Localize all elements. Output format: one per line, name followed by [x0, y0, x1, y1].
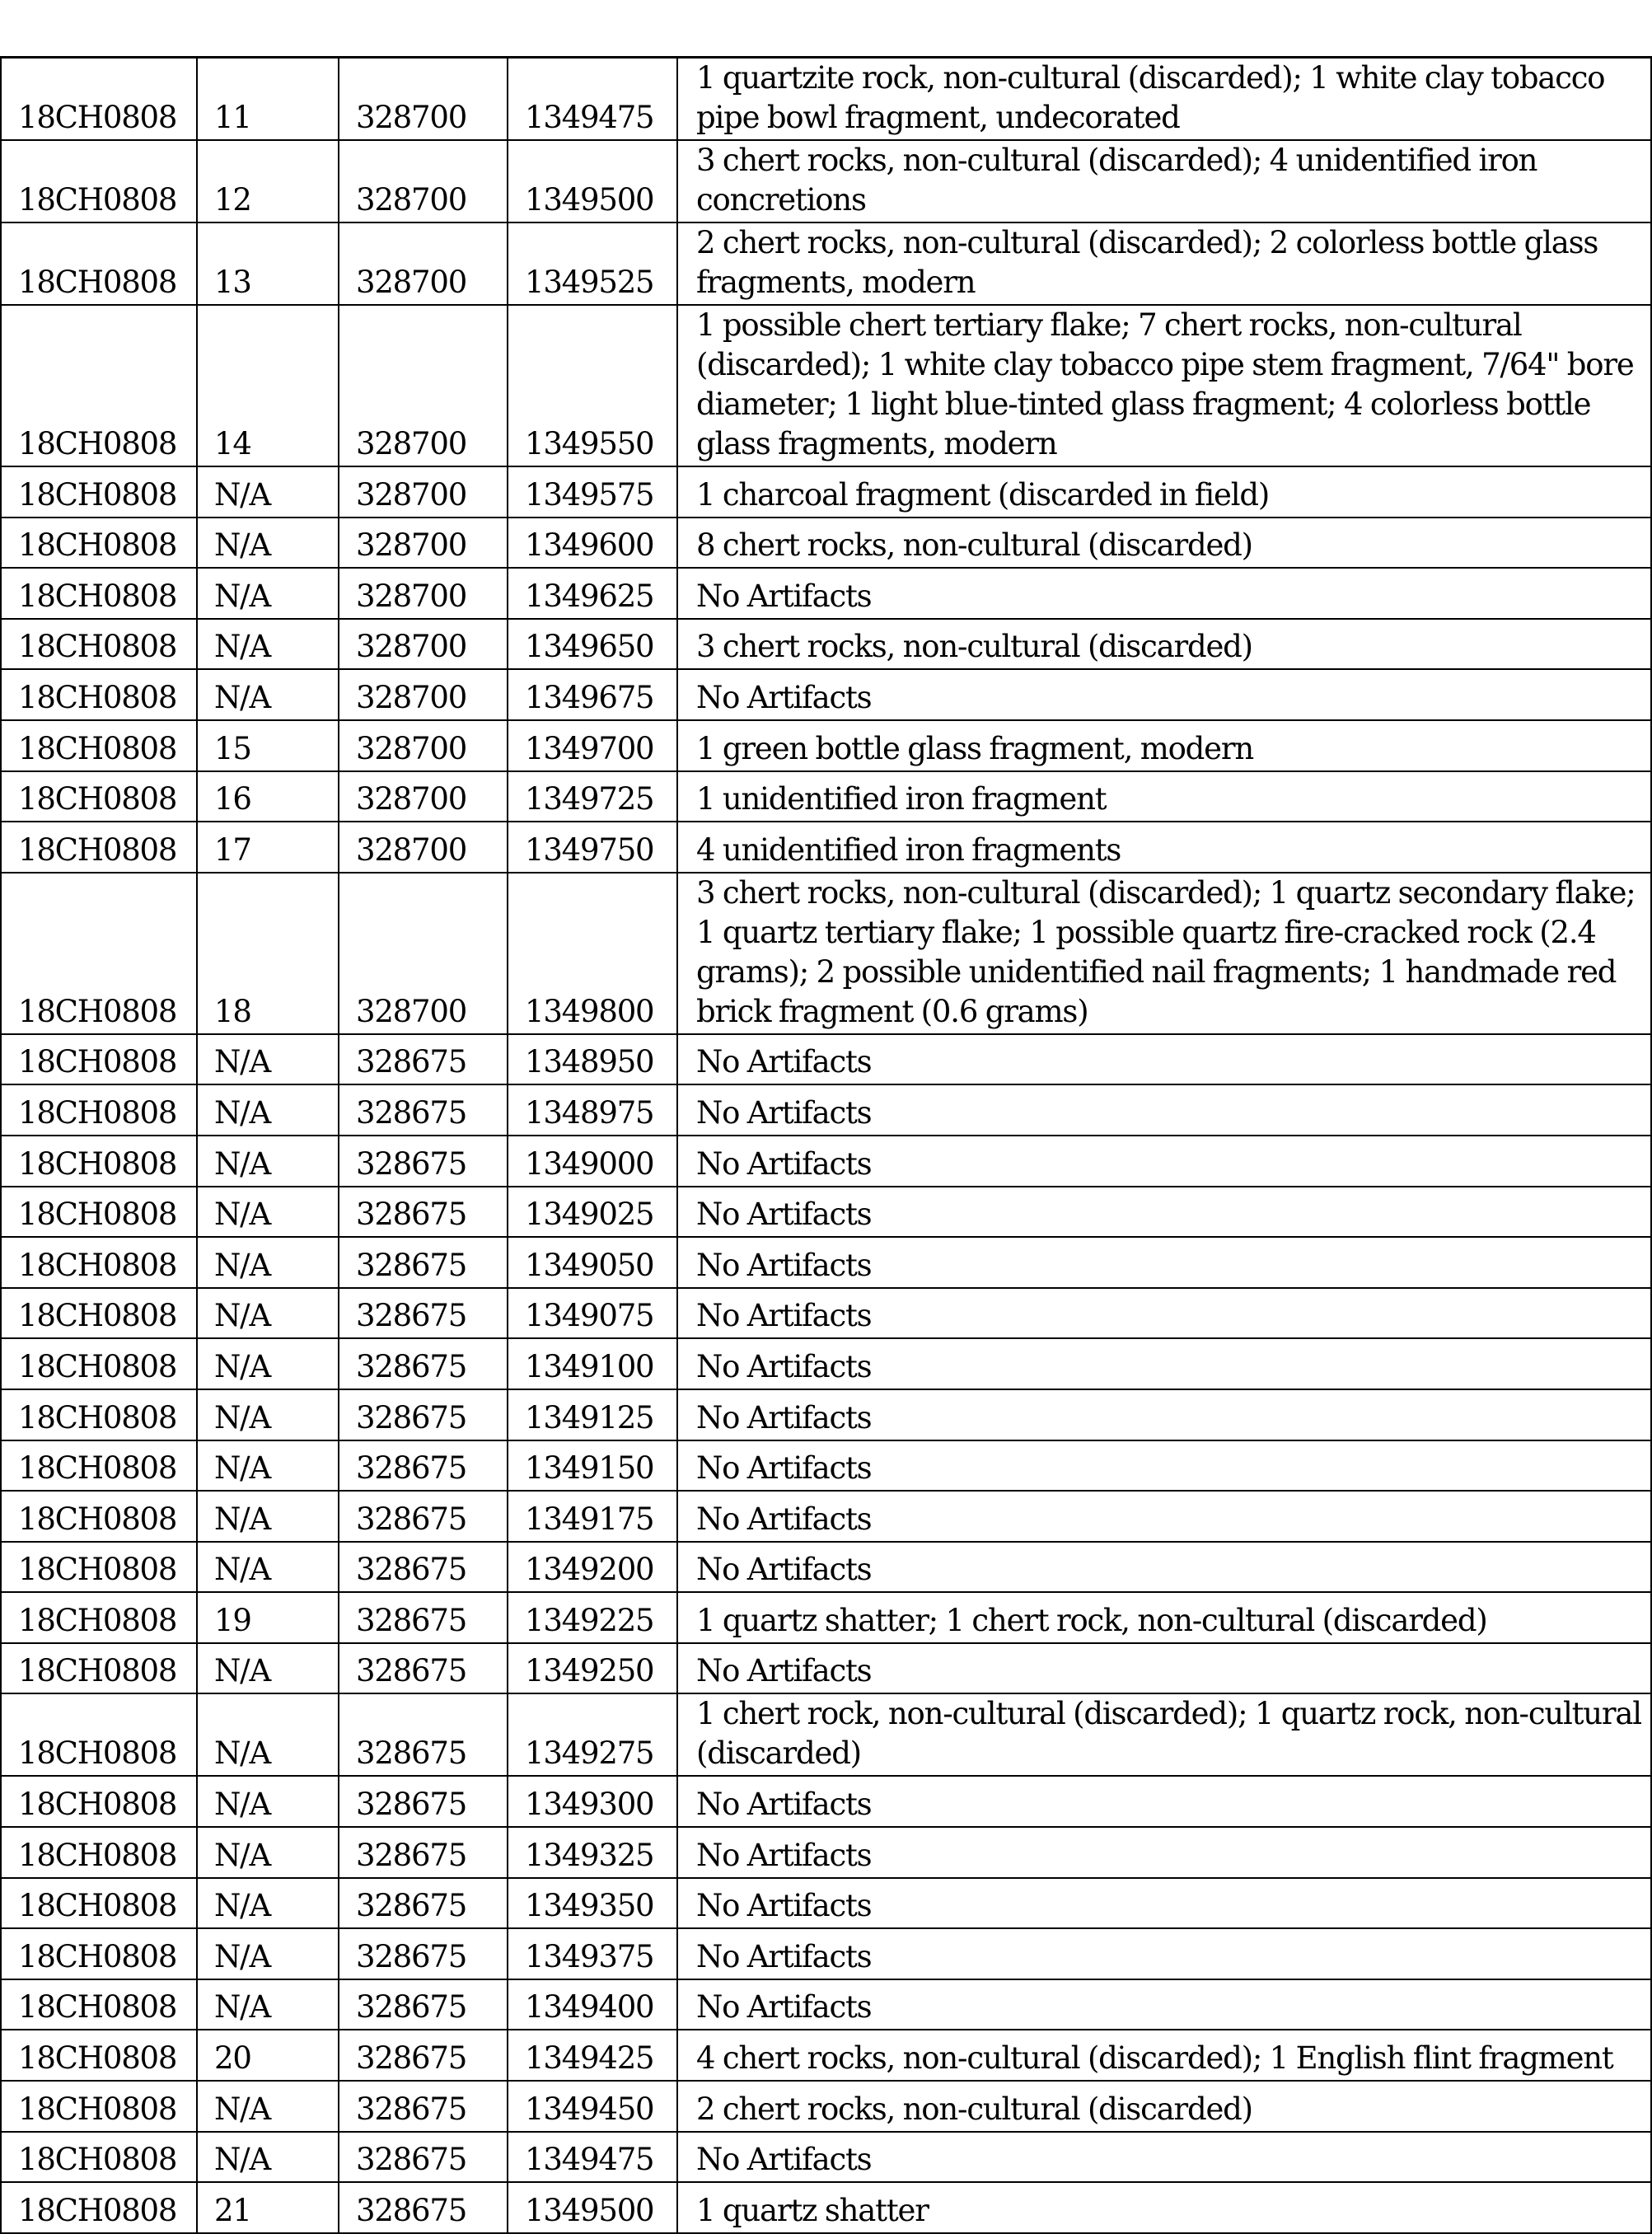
northing-cell: 1349800 [508, 873, 677, 1034]
site-number-cell: 18CH0808 [1, 1878, 197, 1929]
table-row [1, 2030, 1651, 2081]
table-row [1, 58, 1651, 141]
artifact-description-cell: No Artifacts [677, 1878, 1651, 1929]
artifact-description-cell: 1 possible chert tertiary flake; 7 chert rocks, non-cultural (discarded); 1 white clay tobacco pipe stem fragment, 7/64" bore diameter; 1 light blue-tinted glass fragment; 4 colorless bottle glass fragments, modern [677, 305, 1651, 466]
easting-cell: 328675 [339, 1288, 508, 1339]
easting-cell: 328675 [339, 2182, 508, 2233]
northing-cell: 1349475 [508, 2132, 677, 2183]
easting-cell: 328675 [339, 1136, 508, 1187]
easting-cell: 328675 [339, 1827, 508, 1878]
catalog-number-cell: N/A [197, 1878, 339, 1929]
northing-cell: 1349650 [508, 619, 677, 670]
catalog-number-cell: N/A [197, 2132, 339, 2183]
northing-cell: 1349100 [508, 1338, 677, 1389]
easting-cell: 328675 [339, 2132, 508, 2183]
northing-cell: 1349125 [508, 1389, 677, 1440]
northing-cell: 1349725 [508, 771, 677, 822]
catalog-number-cell: N/A [197, 2081, 339, 2132]
northing-cell: 1349500 [508, 140, 677, 222]
artifact-description-cell: 4 chert rocks, non-cultural (discarded); 1 English flint fragment [677, 2030, 1651, 2081]
catalog-number-cell: N/A [197, 1338, 339, 1389]
easting-cell: 328700 [339, 873, 508, 1034]
easting-cell: 328675 [339, 1592, 508, 1643]
table-row [1, 140, 1651, 222]
site-number-cell: 18CH0808 [1, 1542, 197, 1593]
easting-cell: 328700 [339, 669, 508, 720]
site-number-cell: 18CH0808 [1, 1643, 197, 1694]
artifact-description-cell: 2 chert rocks, non-cultural (discarded); 2 colorless bottle glass fragments, modern [677, 222, 1651, 305]
table-row [1, 222, 1651, 305]
artifact-description-cell: No Artifacts [677, 1827, 1651, 1878]
catalog-number-cell: 18 [197, 873, 339, 1034]
table-row [1, 873, 1651, 1034]
catalog-number-cell: 21 [197, 2182, 339, 2233]
northing-cell: 1349350 [508, 1878, 677, 1929]
artifact-description-cell: No Artifacts [677, 1237, 1651, 1288]
easting-cell: 328700 [339, 619, 508, 670]
catalog-number-cell: N/A [197, 619, 339, 670]
site-number-cell: 18CH0808 [1, 1136, 197, 1187]
table-row [1, 1389, 1651, 1440]
site-number-cell: 18CH0808 [1, 669, 197, 720]
easting-cell: 328700 [339, 140, 508, 222]
catalog-number-cell: N/A [197, 1237, 339, 1288]
table-row [1, 1827, 1651, 1878]
site-number-cell: 18CH0808 [1, 1338, 197, 1389]
artifact-description-cell: No Artifacts [677, 1491, 1651, 1542]
northing-cell: 1349675 [508, 669, 677, 720]
easting-cell: 328700 [339, 720, 508, 771]
table-body [1, 58, 1651, 2233]
easting-cell: 328700 [339, 58, 508, 141]
table-row [1, 1187, 1651, 1238]
site-number-cell: 18CH0808 [1, 140, 197, 222]
catalog-number-cell: N/A [197, 568, 339, 619]
catalog-number-cell: N/A [197, 1389, 339, 1440]
site-number-cell: 18CH0808 [1, 1288, 197, 1339]
site-number-cell: 18CH0808 [1, 305, 197, 466]
artifact-description-cell: 1 charcoal fragment (discarded in field) [677, 466, 1651, 518]
northing-cell: 1349050 [508, 1237, 677, 1288]
easting-cell: 328675 [339, 1878, 508, 1929]
table-row [1, 466, 1651, 518]
catalog-number-cell: N/A [197, 1084, 339, 1136]
site-number-cell: 18CH0808 [1, 1491, 197, 1542]
table-row [1, 518, 1651, 569]
northing-cell: 1348950 [508, 1034, 677, 1085]
site-number-cell: 18CH0808 [1, 619, 197, 670]
northing-cell: 1349500 [508, 2182, 677, 2233]
artifact-description-cell: No Artifacts [677, 1643, 1651, 1694]
catalog-number-cell: N/A [197, 1643, 339, 1694]
easting-cell: 328700 [339, 305, 508, 466]
artifact-description-cell: No Artifacts [677, 1187, 1651, 1238]
artifact-description-cell: No Artifacts [677, 1928, 1651, 1979]
table-row [1, 305, 1651, 466]
artifact-description-cell: No Artifacts [677, 1136, 1651, 1187]
easting-cell: 328675 [339, 1034, 508, 1085]
easting-cell: 328675 [339, 1389, 508, 1440]
table-row [1, 720, 1651, 771]
site-number-cell: 18CH0808 [1, 1928, 197, 1979]
artifact-description-cell: 3 chert rocks, non-cultural (discarded) [677, 619, 1651, 670]
easting-cell: 328675 [339, 1928, 508, 1979]
northing-cell: 1349375 [508, 1928, 677, 1979]
site-number-cell: 18CH0808 [1, 771, 197, 822]
easting-cell: 328675 [339, 1542, 508, 1593]
northing-cell: 1349450 [508, 2081, 677, 2132]
artifact-description-cell: No Artifacts [677, 568, 1651, 619]
artifact-description-cell: No Artifacts [677, 1776, 1651, 1827]
site-number-cell: 18CH0808 [1, 1187, 197, 1238]
table-row [1, 1643, 1651, 1694]
site-number-cell: 18CH0808 [1, 2030, 197, 2081]
catalog-number-cell: N/A [197, 1187, 339, 1238]
northing-cell: 1349625 [508, 568, 677, 619]
catalog-number-cell: 16 [197, 771, 339, 822]
easting-cell: 328675 [339, 1187, 508, 1238]
easting-cell: 328675 [339, 1338, 508, 1389]
northing-cell: 1349400 [508, 1979, 677, 2030]
table-row [1, 1592, 1651, 1643]
catalog-number-cell: N/A [197, 1776, 339, 1827]
northing-cell: 1349525 [508, 222, 677, 305]
catalog-number-cell: 19 [197, 1592, 339, 1643]
table-row [1, 1491, 1651, 1542]
northing-cell: 1349175 [508, 1491, 677, 1542]
site-number-cell: 18CH0808 [1, 1084, 197, 1136]
site-number-cell: 18CH0808 [1, 1693, 197, 1776]
easting-cell: 328675 [339, 1979, 508, 2030]
artifact-description-cell: No Artifacts [677, 1979, 1651, 2030]
table-row [1, 1542, 1651, 1593]
catalog-number-cell: N/A [197, 1491, 339, 1542]
table-row [1, 568, 1651, 619]
site-number-cell: 18CH0808 [1, 1237, 197, 1288]
artifact-description-cell: 4 unidentified iron fragments [677, 822, 1651, 873]
northing-cell: 1349075 [508, 1288, 677, 1339]
northing-cell: 1349300 [508, 1776, 677, 1827]
site-number-cell: 18CH0808 [1, 1592, 197, 1643]
table-row [1, 1288, 1651, 1339]
northing-cell: 1349750 [508, 822, 677, 873]
catalog-number-cell: N/A [197, 1440, 339, 1492]
table-row [1, 1693, 1651, 1776]
table-row [1, 619, 1651, 670]
site-number-cell: 18CH0808 [1, 1776, 197, 1827]
site-number-cell: 18CH0808 [1, 822, 197, 873]
catalog-number-cell: N/A [197, 1542, 339, 1593]
catalog-number-cell: N/A [197, 1979, 339, 2030]
site-number-cell: 18CH0808 [1, 1440, 197, 1492]
catalog-number-cell: 14 [197, 305, 339, 466]
artifact-description-cell: 1 quartzite rock, non-cultural (discarded); 1 white clay tobacco pipe bowl fragment, undecorated [677, 58, 1651, 141]
northing-cell: 1349200 [508, 1542, 677, 1593]
table-row [1, 1136, 1651, 1187]
catalog-number-cell: N/A [197, 1827, 339, 1878]
artifact-description-cell: No Artifacts [677, 1389, 1651, 1440]
artifact-description-cell: 3 chert rocks, non-cultural (discarded); 1 quartz secondary flake; 1 quartz tertiary flake; 1 possible quartz fire-cracked rock (2.4 grams); 2 possible unidentified nail fragments; 1 handmade red brick fragment (0.6 grams) [677, 873, 1651, 1034]
catalog-number-cell: N/A [197, 1288, 339, 1339]
easting-cell: 328675 [339, 1237, 508, 1288]
northing-cell: 1349000 [508, 1136, 677, 1187]
table-row [1, 1084, 1651, 1136]
table-row [1, 1034, 1651, 1085]
site-number-cell: 18CH0808 [1, 1827, 197, 1878]
easting-cell: 328700 [339, 466, 508, 518]
northing-cell: 1349550 [508, 305, 677, 466]
catalog-number-cell: 13 [197, 222, 339, 305]
artifact-description-cell: No Artifacts [677, 669, 1651, 720]
northing-cell: 1349575 [508, 466, 677, 518]
northing-cell: 1349025 [508, 1187, 677, 1238]
site-number-cell: 18CH0808 [1, 58, 197, 141]
catalog-number-cell: 11 [197, 58, 339, 141]
table-row [1, 1440, 1651, 1492]
site-number-cell: 18CH0808 [1, 568, 197, 619]
table-row [1, 1878, 1651, 1929]
northing-cell: 1349275 [508, 1693, 677, 1776]
northing-cell: 1349325 [508, 1827, 677, 1878]
northing-cell: 1349425 [508, 2030, 677, 2081]
catalog-number-cell: 17 [197, 822, 339, 873]
northing-cell: 1349700 [508, 720, 677, 771]
site-number-cell: 18CH0808 [1, 1389, 197, 1440]
artifact-description-cell: No Artifacts [677, 1338, 1651, 1389]
northing-cell: 1349475 [508, 58, 677, 141]
easting-cell: 328700 [339, 771, 508, 822]
site-number-cell: 18CH0808 [1, 2182, 197, 2233]
catalog-number-cell: 20 [197, 2030, 339, 2081]
northing-cell: 1349225 [508, 1592, 677, 1643]
artifact-description-cell: 1 unidentified iron fragment [677, 771, 1651, 822]
easting-cell: 328675 [339, 1776, 508, 1827]
easting-cell: 328700 [339, 822, 508, 873]
easting-cell: 328675 [339, 2081, 508, 2132]
site-number-cell: 18CH0808 [1, 466, 197, 518]
artifact-description-cell: 2 chert rocks, non-cultural (discarded) [677, 2081, 1651, 2132]
easting-cell: 328675 [339, 1491, 508, 1542]
easting-cell: 328675 [339, 1643, 508, 1694]
artifact-description-cell: 8 chert rocks, non-cultural (discarded) [677, 518, 1651, 569]
site-number-cell: 18CH0808 [1, 873, 197, 1034]
site-number-cell: 18CH0808 [1, 720, 197, 771]
table-row [1, 2132, 1651, 2183]
artifact-description-cell: 1 quartz shatter [677, 2182, 1651, 2233]
artifact-description-cell: 3 chert rocks, non-cultural (discarded); 4 unidentified iron concretions [677, 140, 1651, 222]
site-number-cell: 18CH0808 [1, 1979, 197, 2030]
easting-cell: 328675 [339, 1084, 508, 1136]
easting-cell: 328700 [339, 568, 508, 619]
table-row [1, 1928, 1651, 1979]
table-row [1, 771, 1651, 822]
easting-cell: 328700 [339, 222, 508, 305]
artifact-description-cell: No Artifacts [677, 1084, 1651, 1136]
site-number-cell: 18CH0808 [1, 1034, 197, 1085]
catalog-number-cell: N/A [197, 1034, 339, 1085]
northing-cell: 1349250 [508, 1643, 677, 1694]
artifact-description-cell: No Artifacts [677, 2132, 1651, 2183]
artifact-description-cell: No Artifacts [677, 1288, 1651, 1339]
artifact-description-cell: No Artifacts [677, 1440, 1651, 1492]
site-number-cell: 18CH0808 [1, 2081, 197, 2132]
table-row [1, 2081, 1651, 2132]
site-number-cell: 18CH0808 [1, 2132, 197, 2183]
artifact-description-cell: No Artifacts [677, 1542, 1651, 1593]
easting-cell: 328675 [339, 2030, 508, 2081]
artifact-description-cell: No Artifacts [677, 1034, 1651, 1085]
table-row [1, 1776, 1651, 1827]
catalog-number-cell: N/A [197, 466, 339, 518]
catalog-number-cell: N/A [197, 1136, 339, 1187]
northing-cell: 1349150 [508, 1440, 677, 1492]
northing-cell: 1349600 [508, 518, 677, 569]
site-number-cell: 18CH0808 [1, 222, 197, 305]
catalog-number-cell: N/A [197, 518, 339, 569]
artifact-description-cell: 1 quartz shatter; 1 chert rock, non-cultural (discarded) [677, 1592, 1651, 1643]
catalog-number-cell: 12 [197, 140, 339, 222]
table-row [1, 1338, 1651, 1389]
table-row [1, 822, 1651, 873]
artifact-description-cell: 1 green bottle glass fragment, modern [677, 720, 1651, 771]
catalog-number-cell: N/A [197, 1928, 339, 1979]
table-row [1, 1979, 1651, 2030]
table-row [1, 2182, 1651, 2233]
table-row [1, 669, 1651, 720]
artifact-description-cell: 1 chert rock, non-cultural (discarded); 1 quartz rock, non-cultural (discarded) [677, 1693, 1651, 1776]
table-row [1, 1237, 1651, 1288]
easting-cell: 328700 [339, 518, 508, 569]
artifact-inventory-table [0, 56, 1652, 2234]
catalog-number-cell: N/A [197, 1693, 339, 1776]
easting-cell: 328675 [339, 1440, 508, 1492]
northing-cell: 1348975 [508, 1084, 677, 1136]
catalog-number-cell: 15 [197, 720, 339, 771]
easting-cell: 328675 [339, 1693, 508, 1776]
catalog-number-cell: N/A [197, 669, 339, 720]
site-number-cell: 18CH0808 [1, 518, 197, 569]
